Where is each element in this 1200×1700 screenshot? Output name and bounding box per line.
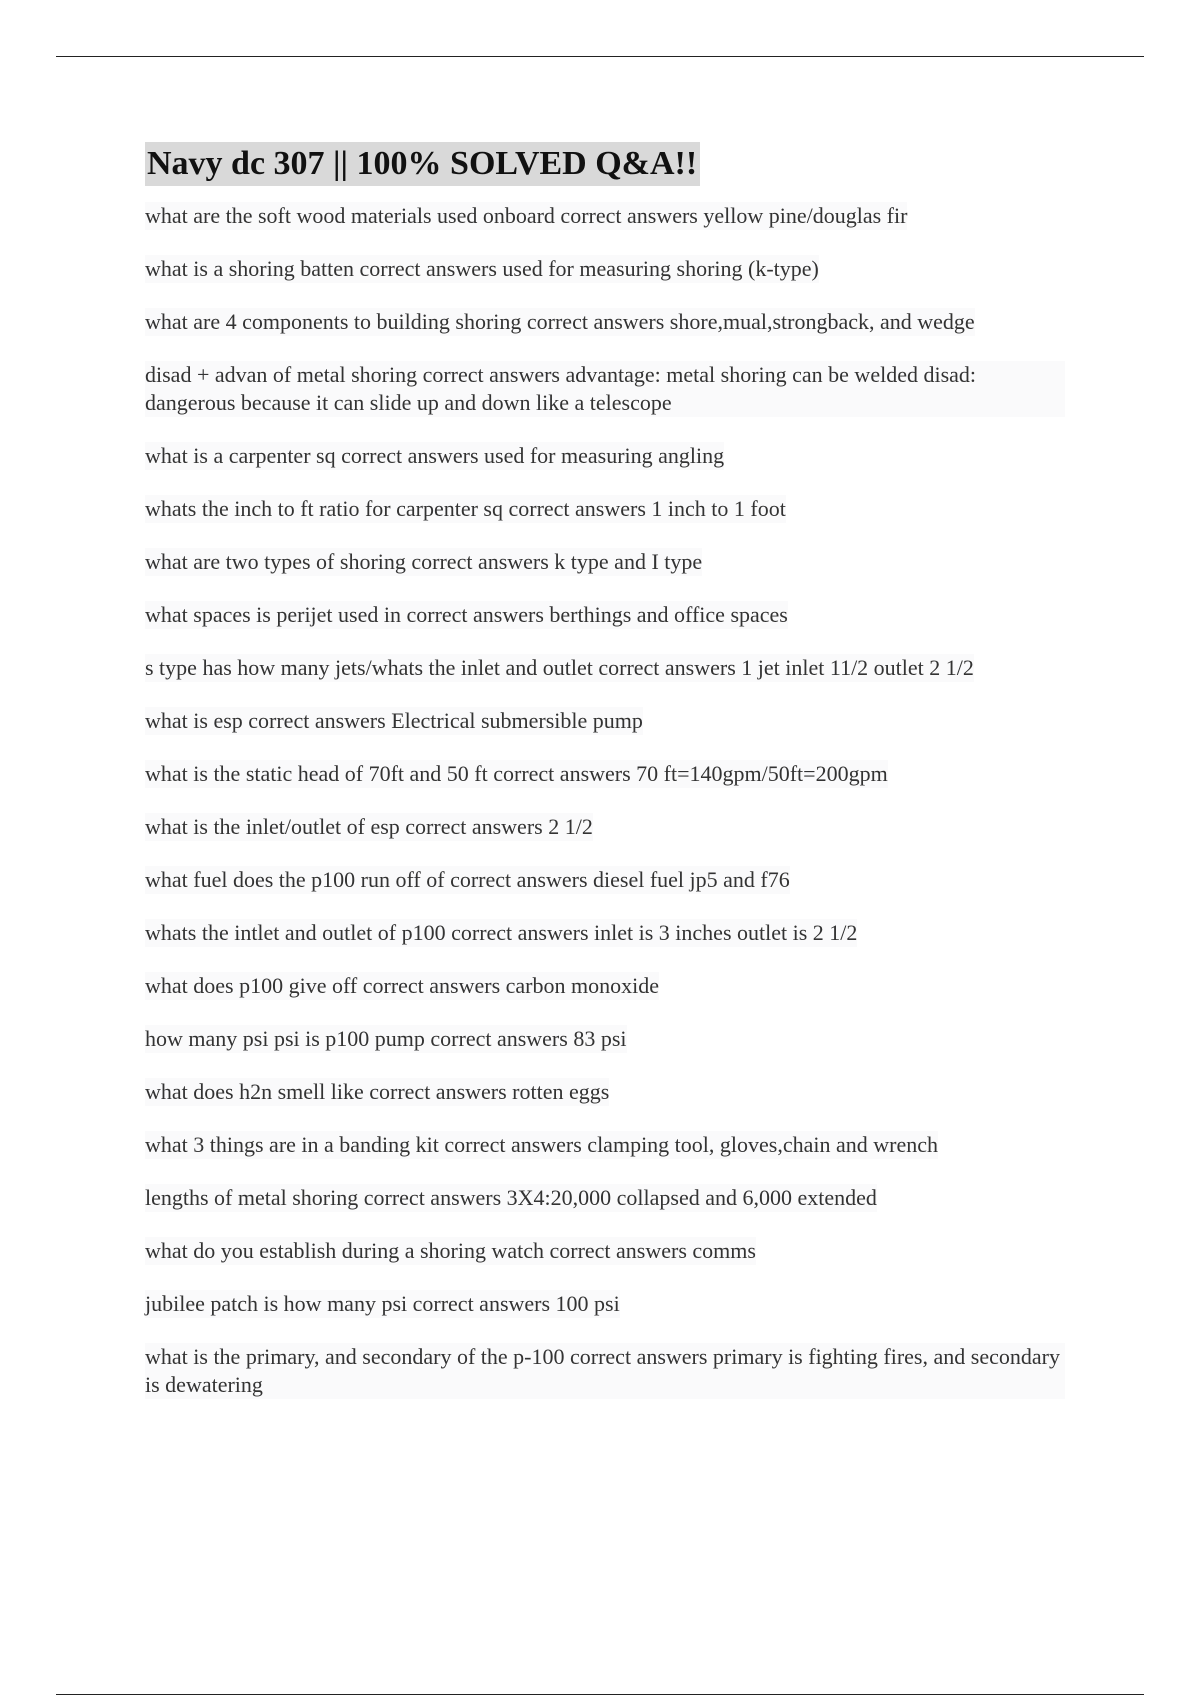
qa-item: what fuel does the p100 run off of correct answers diesel fuel jp5 and f76 [145, 867, 790, 892]
document-body [145, 142, 1065, 1424]
footer-rule [56, 1694, 1144, 1695]
qa-item: what is a carpenter sq correct answers used for measuring angling [145, 443, 725, 468]
header-rule [56, 56, 1144, 57]
qa-item: what spaces is perijet used in correct answers berthings and office spaces [145, 602, 788, 627]
qa-item: what is the static head of 70ft and 50 ft correct answers 70 ft=140gpm/50ft=200gpm [145, 761, 888, 786]
qa-item: what are 4 components to building shoring correct answers shore,mual,strongback, and wedge [145, 309, 975, 334]
qa-item: what are the soft wood materials used onboard correct answers yellow pine/douglas fir [145, 203, 908, 228]
qa-item: s type has how many jets/whats the inlet and outlet correct answers 1 jet inlet 11/2 outlet 2 1/2 [145, 655, 974, 680]
qa-item: whats the inch to ft ratio for carpenter sq correct answers 1 inch to 1 foot [145, 496, 786, 521]
qa-item: what is a shoring batten correct answers used for measuring shoring (k-type) [145, 256, 819, 281]
qa-item: how many psi psi is p100 pump correct answers 83 psi [145, 1026, 627, 1051]
qa-item: what is the inlet/outlet of esp correct answers 2 1/2 [145, 814, 593, 839]
qa-item: what does h2n smell like correct answers rotten eggs [145, 1079, 610, 1104]
qa-item: what are two types of shoring correct answers k type and I type [145, 549, 703, 574]
qa-item: lengths of metal shoring correct answers 3X4:20,000 collapsed and 6,000 extended [145, 1185, 877, 1210]
qa-item: what does p100 give off correct answers carbon monoxide [145, 973, 659, 998]
qa-item: jubilee patch is how many psi correct answers 100 psi [145, 1291, 620, 1316]
qa-item: what do you establish during a shoring watch correct answers comms [145, 1238, 756, 1263]
qa-item: disad + advan of metal shoring correct answers advantage: metal shoring can be welded disad: dangerous because it can slide up and down like a telescope [145, 361, 1065, 417]
qa-item: whats the intlet and outlet of p100 correct answers inlet is 3 inches outlet is 2 1/2 [145, 920, 858, 945]
document-title: Navy dc 307 || 100% SOLVED Q&A!! [145, 142, 700, 186]
qa-item: what 3 things are in a banding kit correct answers clamping tool, gloves,chain and wrench [145, 1132, 938, 1157]
qa-item: what is the primary, and secondary of the p-100 correct answers primary is fighting fires, and secondary is dewatering [145, 1343, 1065, 1399]
qa-list [145, 202, 1065, 1399]
qa-item: what is esp correct answers Electrical submersible pump [145, 708, 643, 733]
